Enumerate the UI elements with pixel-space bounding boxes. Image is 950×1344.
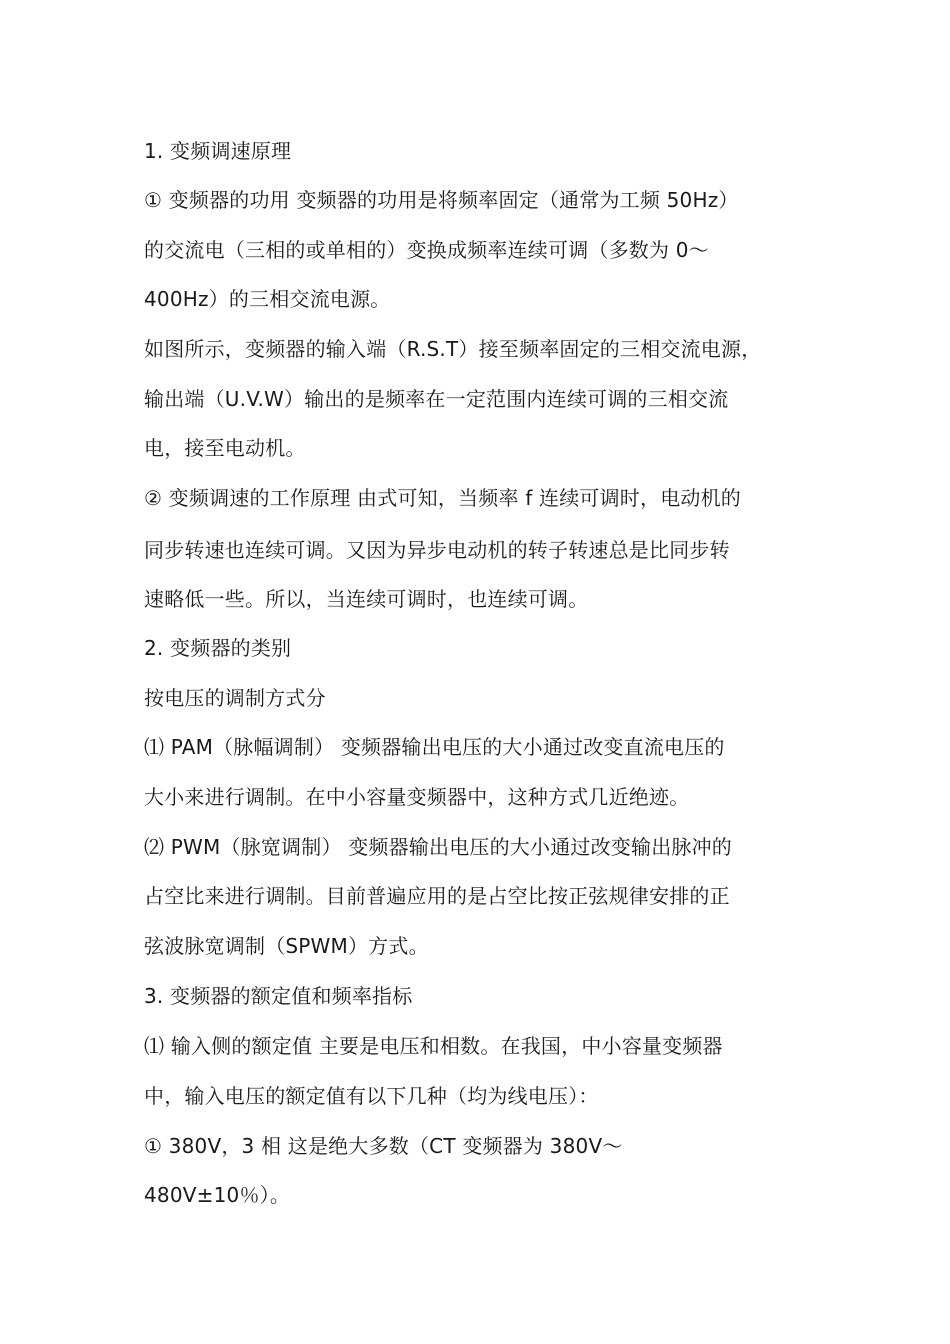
- paragraph-line: ⑵ PWM（脉宽调制） 变频器输出电压的大小通过改变输出脉冲的: [144, 835, 733, 859]
- paragraph-line: 速略低一些。所以，当连续可调时，也连续可调。: [144, 587, 589, 611]
- paragraph-line: ① 变频器的功用 变频器的功用是将频率固定（通常为工频 50Hz）: [144, 188, 739, 212]
- paragraph-line: 400Hz）的三相交流电源。: [144, 287, 391, 311]
- paragraph-line: 中，输入电压的额定值有以下几种（均为线电压）：: [144, 1084, 599, 1108]
- heading-section-1: 1. 变频调速原理: [144, 139, 292, 163]
- paragraph-line: ① 380V，3 相 这是绝大多数（CT 变频器为 380V～: [144, 1134, 623, 1158]
- paragraph-line: 大小来进行调制。在中小容量变频器中，这种方式几近绝迹。: [144, 785, 690, 809]
- paragraph-line: 如图所示，变频器的输入端（R.S.T）接至频率固定的三相交流电源，: [144, 337, 762, 361]
- paragraph-line: 电，接至电动机。: [144, 436, 306, 460]
- heading-section-2: 2. 变频器的类别: [144, 636, 292, 660]
- paragraph-line: 480V±10％）。: [144, 1183, 291, 1207]
- paragraph-line: ② 变频调速的工作原理 由式可知，当频率 f 连续可调时，电动机的: [144, 486, 741, 510]
- paragraph-line: 占空比来进行调制。目前普遍应用的是占空比按正弦规律安排的正: [144, 884, 730, 908]
- paragraph-line: 按电压的调制方式分: [144, 686, 326, 710]
- paragraph-line: 弦波脉宽调制（SPWM）方式。: [144, 934, 429, 958]
- paragraph-line: 的交流电（三相的或单相的）变换成频率连续可调（多数为 0～: [144, 238, 709, 262]
- paragraph-line: 输出端（U.V.W）输出的是频率在一定范围内连续可调的三相交流: [144, 387, 729, 411]
- paragraph-line: ⑴ PAM（脉幅调制） 变频器输出电压的大小通过改变直流电压的: [144, 735, 725, 759]
- heading-section-3: 3. 变频器的额定值和频率指标: [144, 984, 413, 1008]
- paragraph-line: 同步转速也连续可调。又因为异步电动机的转子转速总是比同步转: [144, 538, 730, 562]
- paragraph-line: ⑴ 输入侧的额定值 主要是电压和相数。在我国，中小容量变频器: [144, 1034, 723, 1058]
